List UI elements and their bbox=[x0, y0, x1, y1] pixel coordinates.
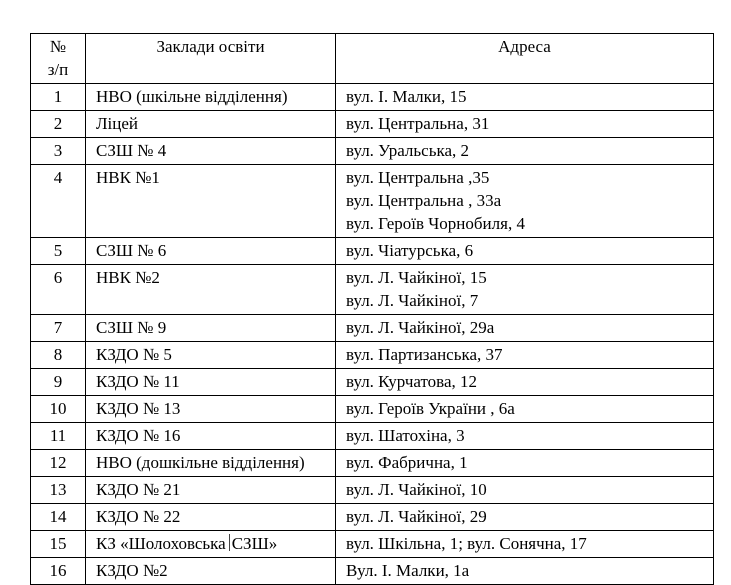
text-cursor-artifact bbox=[229, 534, 230, 551]
address-cell bbox=[336, 423, 714, 450]
address-line: Вул. І. Малки, 1а bbox=[346, 561, 470, 580]
address-line: вул. Партизанська, 37 bbox=[346, 345, 503, 364]
table-row bbox=[31, 558, 714, 585]
row-number: 12 bbox=[31, 450, 86, 477]
address-line: вул. Шатохіна, 3 bbox=[346, 426, 465, 445]
address-line: вул. Шкільна, 1; вул. Сонячна, 17 bbox=[346, 534, 587, 553]
address-line: вул. Центральна, 31 bbox=[346, 114, 490, 133]
table-row bbox=[31, 111, 714, 138]
address-cell bbox=[336, 369, 714, 396]
row-number: 16 bbox=[31, 558, 86, 585]
table-row bbox=[31, 423, 714, 450]
header-cell-institution: Заклади освіти bbox=[86, 34, 336, 84]
header-number-line2: з/п bbox=[47, 60, 69, 79]
institution-text-after-cursor: СЗШ» bbox=[231, 534, 278, 553]
table-row bbox=[31, 450, 714, 477]
row-number: 11 bbox=[31, 423, 86, 450]
address-cell bbox=[336, 450, 714, 477]
institution-cell: НВО (шкільне відділення) bbox=[86, 84, 336, 111]
row-number: 4 bbox=[31, 165, 86, 238]
table-row bbox=[31, 138, 714, 165]
table-row bbox=[31, 165, 714, 238]
institution-cell: КЗДО № 21 bbox=[86, 477, 336, 504]
address-line: вул. Л. Чайкіної, 29а bbox=[346, 318, 495, 337]
header-cell-address: Адреса bbox=[336, 34, 714, 84]
table-row bbox=[31, 265, 714, 315]
address-cell bbox=[336, 315, 714, 342]
institution-cell: КЗДО № 22 bbox=[86, 504, 336, 531]
address-line: вул. Центральна , 33а bbox=[346, 191, 502, 210]
header-cell-number bbox=[31, 34, 86, 84]
row-number: 2 bbox=[31, 111, 86, 138]
institution-cell: СЗШ № 9 bbox=[86, 315, 336, 342]
institution-cell: СЗШ № 4 bbox=[86, 138, 336, 165]
row-number: 1 bbox=[31, 84, 86, 111]
table-row bbox=[31, 84, 714, 111]
address-cell bbox=[336, 165, 714, 238]
table-row bbox=[31, 315, 714, 342]
address-cell bbox=[336, 238, 714, 265]
institution-cell: КЗДО № 11 bbox=[86, 369, 336, 396]
address-cell bbox=[336, 342, 714, 369]
table-row bbox=[31, 238, 714, 265]
institution-cell: КЗДО №2 bbox=[86, 558, 336, 585]
institution-text-before-cursor: КЗ «Шолоховська bbox=[96, 534, 226, 553]
address-cell bbox=[336, 477, 714, 504]
address-cell bbox=[336, 558, 714, 585]
education-institutions-table bbox=[30, 33, 714, 585]
address-cell bbox=[336, 531, 714, 558]
institution-cell: КЗДО № 5 bbox=[86, 342, 336, 369]
institution-cell bbox=[86, 531, 336, 558]
address-line: вул. Героїв України , 6а bbox=[346, 399, 515, 418]
institution-cell: Ліцей bbox=[86, 111, 336, 138]
address-cell bbox=[336, 396, 714, 423]
address-cell bbox=[336, 138, 714, 165]
row-number: 7 bbox=[31, 315, 86, 342]
row-number: 13 bbox=[31, 477, 86, 504]
address-line: вул. Центральна ,35 bbox=[346, 168, 490, 187]
address-line: вул. Л. Чайкіної, 29 bbox=[346, 507, 487, 526]
address-line: вул. Героїв Чорнобиля, 4 bbox=[346, 214, 525, 233]
address-line: вул. Л. Чайкіної, 7 bbox=[346, 291, 479, 310]
institution-cell: НВК №1 bbox=[86, 165, 336, 238]
address-line: вул. Л. Чайкіної, 10 bbox=[346, 480, 487, 499]
address-line: вул. І. Малки, 15 bbox=[346, 87, 467, 106]
table-row bbox=[31, 477, 714, 504]
table-row bbox=[31, 342, 714, 369]
address-line: вул. Чіатурська, 6 bbox=[346, 241, 474, 260]
row-number: 15 bbox=[31, 531, 86, 558]
institution-cell: КЗДО № 13 bbox=[86, 396, 336, 423]
row-number: 5 bbox=[31, 238, 86, 265]
table-row bbox=[31, 531, 714, 558]
institution-cell: НВО (дошкільне відділення) bbox=[86, 450, 336, 477]
address-line: вул. Фабрична, 1 bbox=[346, 453, 468, 472]
address-cell bbox=[336, 84, 714, 111]
institution-cell: КЗДО № 16 bbox=[86, 423, 336, 450]
table-row bbox=[31, 369, 714, 396]
header-row bbox=[31, 34, 714, 84]
address-line: вул. Л. Чайкіної, 15 bbox=[346, 268, 487, 287]
row-number: 6 bbox=[31, 265, 86, 315]
row-number: 9 bbox=[31, 369, 86, 396]
row-number: 8 bbox=[31, 342, 86, 369]
address-line: вул. Курчатова, 12 bbox=[346, 372, 478, 391]
address-cell bbox=[336, 111, 714, 138]
table-row bbox=[31, 504, 714, 531]
address-cell bbox=[336, 265, 714, 315]
header-number-line1: № bbox=[49, 37, 67, 56]
row-number: 10 bbox=[31, 396, 86, 423]
row-number: 3 bbox=[31, 138, 86, 165]
institution-cell: СЗШ № 6 bbox=[86, 238, 336, 265]
row-number: 14 bbox=[31, 504, 86, 531]
address-cell bbox=[336, 504, 714, 531]
table-row bbox=[31, 396, 714, 423]
institution-cell: НВК №2 bbox=[86, 265, 336, 315]
address-line: вул. Уральська, 2 bbox=[346, 141, 470, 160]
